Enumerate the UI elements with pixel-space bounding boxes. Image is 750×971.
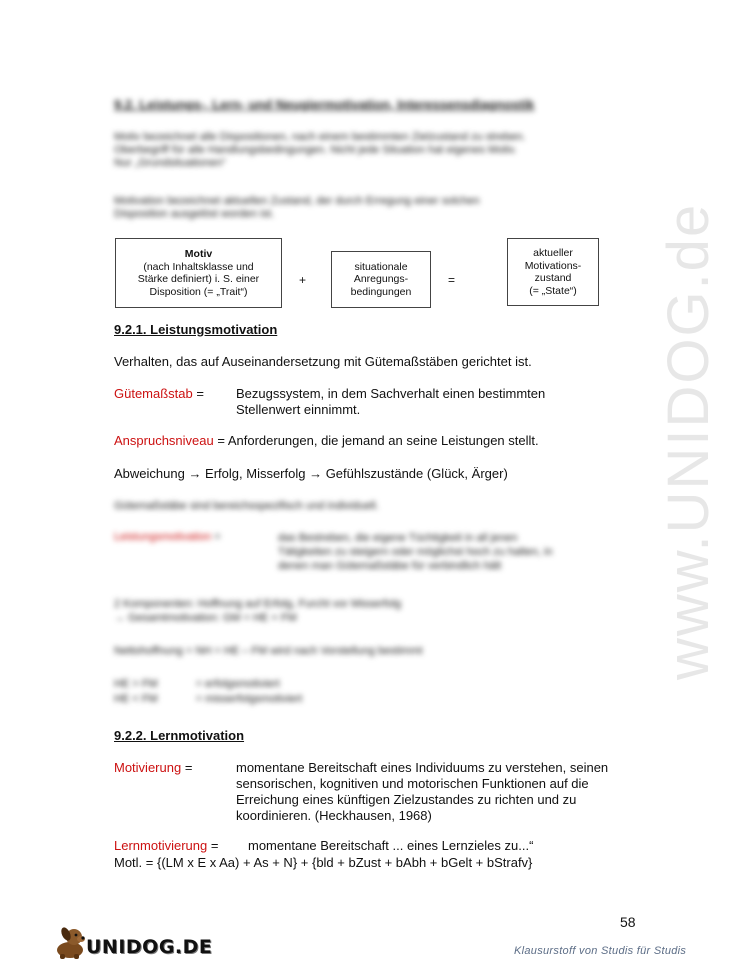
anspruchsniveau-definition: = Anforderungen, die jemand an seine Leistungen stellt. [213, 433, 539, 448]
guetemassstab-definition: Bezugssystem, in dem Sachverhalt einen bestimmten Stellenwert einnimmt. [236, 386, 546, 417]
watermark-text: www.UNIDOG.de [656, 202, 721, 680]
blurred-he-fm: HE > FM = erfolgsmotiviert HE < FM = misserfolgsmotiviert [114, 678, 303, 705]
term-guetemassstab [114, 386, 204, 402]
page-number: 58 [620, 914, 636, 930]
term-lernmotivierung [114, 838, 218, 854]
state-box-line: (= „State“) [529, 284, 577, 297]
formula-line: Motl. = {(LM x E x Aa) + As + N} + {bld + bZust + bAbh + bGelt + bStrafv} [114, 855, 533, 870]
state-box-line: zustand [534, 272, 572, 284]
motiv-box-line: Stärke definiert) i. S. einer [137, 273, 260, 285]
leistungsmotivation-intro: Verhalten, das auf Auseinandersetzung mit Gütemaßstäben gerichtet ist. [114, 354, 532, 369]
blurred-line: Gütemaßstäbe sind bereichsspezifisch und individuell. [114, 500, 379, 512]
term-equals: = [207, 838, 219, 853]
equals-sign: = [448, 273, 456, 287]
anregung-box-line: situationale [354, 260, 408, 273]
term-label: Anspruchsniveau [114, 433, 214, 448]
blurred-paragraph-1: Motiv bezeichnet alle Dispositionen, nach einem bestimmten Zielzustand zu streben. Oberbegriff für alle Handlungsbedingungen. Nicht jede Situation hat eigenes Motiv. Nur „Grundsituationen“ [114, 131, 526, 169]
lernmotivierung-definition: momentane Bereitschaft ... eines Lernzieles zu...“ [248, 838, 534, 853]
term-anspruchsniveau [114, 433, 539, 449]
blurred-heading: 9.2. Leistungs-, Lern- und Neugiermotivation, Interessensdiagnostik [114, 97, 535, 112]
logo-wordmark: UNIDOG.DE [86, 936, 213, 958]
section-heading-leistungsmotivation: 9.2.1. Leistungsmotivation [114, 322, 278, 337]
term-equals: = [192, 386, 204, 401]
term-equals: = [181, 760, 193, 775]
plus-sign: + [299, 273, 307, 287]
blurred-term: Leistungsmotivation = [114, 531, 221, 543]
motiv-box-line: Disposition (= „Trait“) [149, 285, 248, 298]
anregung-box-line: Anregungs- [353, 273, 409, 286]
blurred-paragraph-2: Motivation bezeichnet aktuellen Zustand, der durch Erregung einer solchen Disposition ausgelöst worden ist. [114, 195, 480, 220]
motiv-box-title: Motiv [184, 248, 213, 260]
state-box-line: Motivations- [524, 259, 582, 272]
deviation-line: Abweichung → Erfolg, Misserfolg → Gefühlszustände (Glück, Ärger) [114, 466, 508, 481]
term-label: Gütemaßstab [114, 386, 193, 401]
blurred-components: 2 Komponenten: Hoffnung auf Erfolg, Furcht vor Misserfolg → Gesamtmotivation: GM = HE + FM [114, 598, 402, 624]
motiv-box [115, 238, 282, 308]
blurred-definition: das Bestreben, die eigene Tüchtigkeit in all jenen Tätigkeiten zu steigern oder möglichst hoch zu halten, in denen man Gütemaßstäbe für verbindlich hält [278, 532, 553, 572]
state-box-line: aktueller [533, 247, 573, 259]
term-motivierung [114, 760, 192, 776]
anregung-box [331, 251, 431, 308]
state-box [507, 238, 599, 306]
term-label: Lernmotivierung [114, 838, 208, 853]
motivierung-definition: momentane Bereitschaft eines Individuums zu verstehen, seinen sensorischen, kognitiven und motorischen Funktionen auf die Erreichung eines künftigen Zielzustandes zu richten und zu koordinieren. (Heckhausen, 1968) [236, 760, 609, 823]
footer-tagline: Klausurstoff von Studis für Studis [514, 945, 687, 957]
anregung-box-line: bedingungen [350, 285, 412, 298]
section-heading-lernmotivation: 9.2.2. Lernmotivation [114, 728, 245, 743]
dog-logo-icon [52, 926, 88, 960]
blurred-net-line: Nettohoffnung = NH = HE – FM wird nach Vorstellung bestimmt [114, 645, 423, 657]
term-label: Motivierung [114, 760, 182, 775]
motiv-box-line: (nach Inhaltsklasse und [143, 260, 254, 273]
